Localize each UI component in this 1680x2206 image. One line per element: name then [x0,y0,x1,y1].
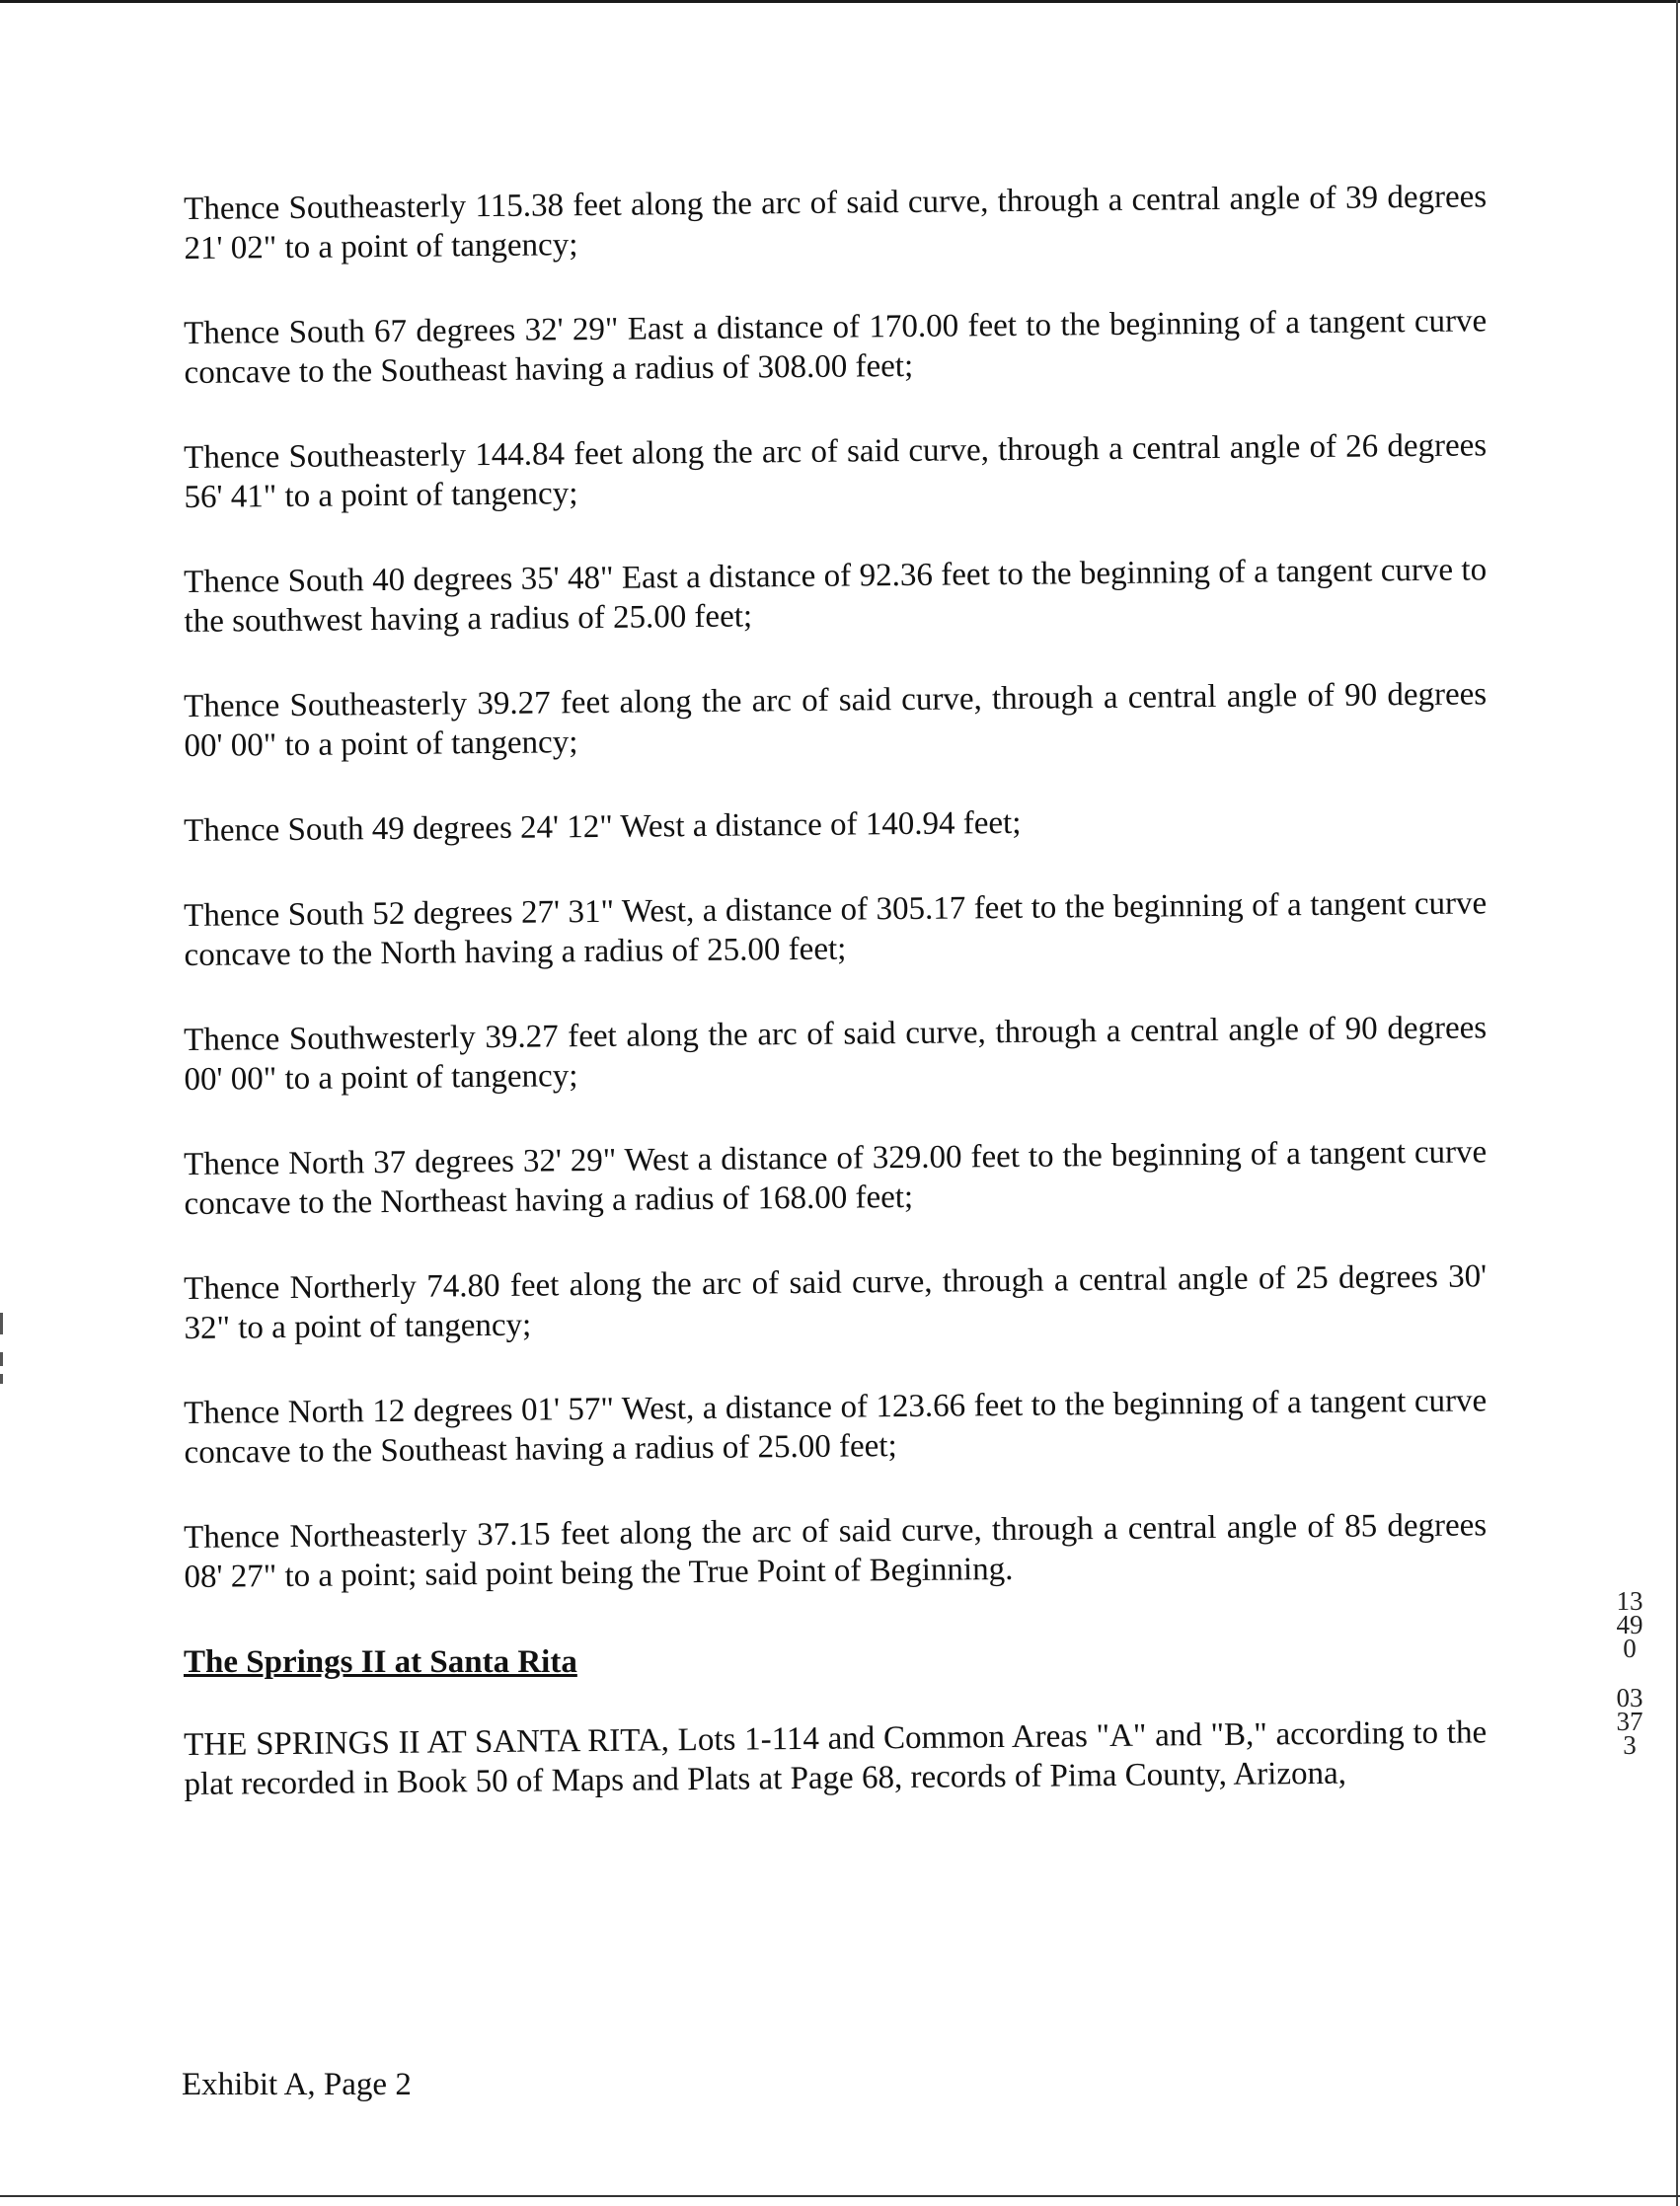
scan-edge-right [1676,0,1678,2206]
scan-mark-left-3 [0,1374,3,1384]
recording-stamp [1615,1586,1644,1760]
scan-edge-top [0,0,1680,3]
course-paragraph-1: Thence Southeasterly 115.38 feet along the arc of said curve, through a central angle of 39 degrees 21' 02" to a point of tangency; [184,179,1488,266]
stamp-docket-number: 13490 [1616,1586,1643,1663]
scan-mark-left-1 [0,1313,3,1334]
course-paragraph-2: Thence South 67 degrees 32' 29" East a distance of 170.00 feet to the beginning of a tangent curve concave to the Southeast having a radius of 308.00 feet; [184,303,1488,391]
document-body [184,179,1488,1850]
course-paragraph-8: Thence Southwesterly 39.27 feet along the arc of said curve, through a central angle of 90 degrees 00' 00" to a point of tangency; [184,1010,1488,1098]
course-paragraph-12: Thence Northeasterly 37.15 feet along the arc of said curve, through a central angle of 85 degrees 08' 27" to a point; said point being the True Point of Beginning. [184,1507,1488,1595]
scan-edge-bottom [0,2195,1680,2197]
course-paragraph-11: Thence North 12 degrees 01' 57" West, a distance of 123.66 feet to the beginning of a tangent curve concave to the Southeast having a radius of 25.00 feet; [184,1383,1488,1471]
course-paragraph-10: Thence Northerly 74.80 feet along the arc of said curve, through a central angle of 25 degrees 30' 32" to a point of tangency; [184,1258,1488,1346]
course-paragraph-7: Thence South 52 degrees 27' 31" West, a distance of 305.17 feet to the beginning of a tangent curve concave to the North having a radius of 25.00 feet; [184,885,1488,973]
section-heading: The Springs II at Santa Rita [184,1644,577,1680]
course-paragraph-5: Thence Southeasterly 39.27 feet along the arc of said curve, through a central angle of 90 degrees 00' 00" to a point of tangency; [184,676,1488,764]
section-body: THE SPRINGS II AT SANTA RITA, Lots 1-114 and Common Areas "A" and "B," according to the plat recorded in Book 50 of Maps and Plats at Page 68, records of Pima County, Arizona, [184,1714,1488,1802]
stamp-page-number: 03373 [1616,1683,1643,1760]
course-paragraph-9: Thence North 37 degrees 32' 29" West a distance of 329.00 feet to the beginning of a tangent curve concave to the Northeast having a radius of 168.00 feet; [184,1134,1488,1222]
course-paragraph-4: Thence South 40 degrees 35' 48" East a distance of 92.36 feet to the beginning of a tangent curve to the southwest having a radius of 25.00 feet; [184,552,1488,640]
scan-mark-left-2 [0,1352,3,1366]
course-paragraph-3: Thence Southeasterly 144.84 feet along the arc of said curve, through a central angle of 26 degrees 56' 41" to a point of tangency; [184,427,1488,515]
page-footer: Exhibit A, Page 2 [182,2067,412,2102]
course-paragraph-6: Thence South 49 degrees 24' 12" West a distance of 140.94 feet; [184,804,1022,849]
